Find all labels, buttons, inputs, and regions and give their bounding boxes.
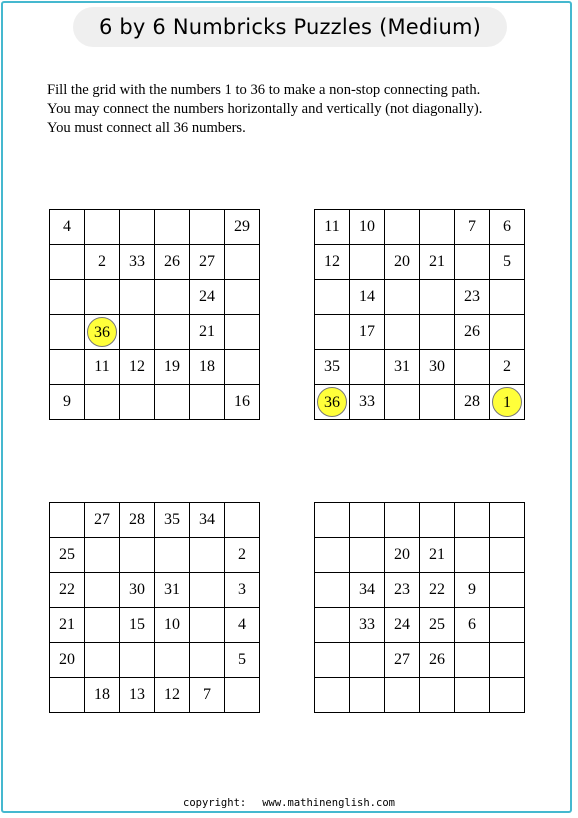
grid-cell[interactable] [420, 210, 455, 245]
grid-cell[interactable] [155, 678, 190, 713]
grid-cell[interactable] [50, 385, 85, 420]
cell-value: 34 [359, 581, 375, 598]
grid-cell[interactable] [120, 245, 155, 280]
grid-cell[interactable] [420, 350, 455, 385]
grid-row [315, 573, 525, 608]
cell-value: 4 [63, 218, 71, 235]
grid-cell[interactable] [120, 280, 155, 315]
grid-cell[interactable] [350, 678, 385, 713]
grid-cell[interactable] [385, 678, 420, 713]
grid-cell[interactable] [155, 385, 190, 420]
grid-cell[interactable] [385, 573, 420, 608]
cell-value: 7 [203, 686, 211, 703]
grid-cell[interactable] [155, 350, 190, 385]
grid-cell[interactable] [225, 280, 260, 315]
cell-value: 25 [59, 546, 75, 563]
grid-row [50, 503, 260, 538]
grid-cell[interactable] [350, 643, 385, 678]
grid-cell[interactable] [455, 245, 490, 280]
cell-value: 12 [164, 686, 180, 703]
grid-cell[interactable] [350, 350, 385, 385]
grid-cell[interactable] [490, 678, 525, 713]
cell-value: 10 [359, 218, 375, 235]
grid-cell[interactable] [190, 280, 225, 315]
cell-value: 2 [238, 546, 246, 563]
grid-cell[interactable] [85, 385, 120, 420]
grid-cell[interactable] [490, 350, 525, 385]
title-text: 6 by 6 Numbricks Puzzles (Medium) [98, 15, 482, 39]
cell-value: 23 [394, 581, 410, 598]
grid-row [50, 245, 260, 280]
cell-value: 13 [129, 686, 145, 703]
grid-cell[interactable] [420, 643, 455, 678]
cell-value: 12 [129, 358, 145, 375]
grid-cell[interactable] [490, 608, 525, 643]
grid-cell[interactable] [315, 608, 350, 643]
cell-value: 33 [359, 393, 375, 410]
cell-value: 27 [94, 511, 110, 528]
grid-cell[interactable] [420, 280, 455, 315]
grid-cell[interactable] [350, 210, 385, 245]
grid-row [315, 245, 525, 280]
grid-row [50, 573, 260, 608]
cell-value: 7 [468, 218, 476, 235]
cell-value: 21 [199, 323, 215, 340]
grid-cell[interactable] [190, 573, 225, 608]
grid-cell[interactable] [85, 678, 120, 713]
grid-cell[interactable] [120, 608, 155, 643]
grid-cell[interactable] [155, 280, 190, 315]
cell-value: 20 [394, 253, 410, 270]
cell-value: 33 [359, 616, 375, 633]
cell-value: 28 [464, 393, 480, 410]
cell-value: 5 [503, 253, 511, 270]
grid-row [315, 350, 525, 385]
grid-cell[interactable] [315, 210, 350, 245]
grid-cell[interactable] [350, 608, 385, 643]
cell-value: 24 [199, 288, 215, 305]
grid-row [50, 643, 260, 678]
grid-cell[interactable] [120, 210, 155, 245]
grid-cell[interactable] [155, 573, 190, 608]
grid-cell[interactable] [420, 315, 455, 350]
grid-cell[interactable] [155, 210, 190, 245]
grid-row [315, 315, 525, 350]
instruction-line-2: You may connect the numbers horizontally and vertically (not diagonally). [47, 101, 483, 117]
grid-cell[interactable] [385, 608, 420, 643]
grid-cell[interactable] [225, 573, 260, 608]
cell-value: 30 [429, 358, 445, 375]
grid-cell[interactable] [120, 573, 155, 608]
grid-row [50, 538, 260, 573]
grid-cell[interactable] [490, 280, 525, 315]
grid-cell[interactable] [85, 245, 120, 280]
grid-cell[interactable] [315, 538, 350, 573]
cell-value: 27 [199, 253, 215, 270]
grid-cell[interactable] [455, 503, 490, 538]
grid-row [50, 280, 260, 315]
grid-cell[interactable] [50, 678, 85, 713]
grid-cell[interactable] [190, 210, 225, 245]
grid-cell[interactable] [420, 608, 455, 643]
grid-cell[interactable] [455, 385, 490, 420]
grid-cell[interactable] [315, 678, 350, 713]
grid-row [315, 643, 525, 678]
grid-cell[interactable] [455, 210, 490, 245]
grid-cell[interactable] [50, 350, 85, 385]
grid-cell[interactable] [420, 503, 455, 538]
cell-value: 29 [234, 218, 250, 235]
grid-cell[interactable] [490, 210, 525, 245]
cell-value: 31 [164, 581, 180, 598]
grid-cell[interactable] [455, 350, 490, 385]
grid-cell[interactable] [120, 678, 155, 713]
grid-cell[interactable] [225, 608, 260, 643]
grid-cell-highlighted[interactable] [490, 385, 525, 420]
grid-cell[interactable] [385, 538, 420, 573]
cell-value: 5 [238, 651, 246, 668]
grid-cell[interactable] [420, 678, 455, 713]
grid-cell[interactable] [350, 315, 385, 350]
grid-cell[interactable] [490, 503, 525, 538]
grid-cell[interactable] [385, 385, 420, 420]
cell-value: 9 [63, 393, 71, 410]
grid-cell[interactable] [85, 210, 120, 245]
cell-value: 25 [429, 616, 445, 633]
grid-cell[interactable] [350, 503, 385, 538]
grid-cell[interactable] [490, 245, 525, 280]
grid-cell[interactable] [385, 643, 420, 678]
cell-value: 35 [324, 358, 340, 375]
grid-cell[interactable] [455, 608, 490, 643]
grid-cell[interactable] [85, 538, 120, 573]
grid-cell[interactable] [190, 503, 225, 538]
puzzle-grid-1 [49, 209, 260, 420]
grid-cell[interactable] [190, 385, 225, 420]
grid-row [50, 210, 260, 245]
cell-value: 20 [59, 651, 75, 668]
cell-value: 18 [199, 358, 215, 375]
cell-value: 21 [429, 253, 445, 270]
instruction-line-3: You must connect all 36 numbers. [47, 120, 246, 136]
cell-value: 21 [429, 546, 445, 563]
grid-row [315, 678, 525, 713]
grid-row [315, 608, 525, 643]
grid-cell[interactable] [315, 245, 350, 280]
cell-value: 14 [359, 288, 375, 305]
grid-row [315, 210, 525, 245]
grid-cell[interactable] [225, 538, 260, 573]
grid-cell[interactable] [455, 643, 490, 678]
grid-row [315, 385, 525, 420]
grid-cell[interactable] [85, 573, 120, 608]
grid-cell[interactable] [490, 643, 525, 678]
page-title [73, 7, 507, 47]
cell-value: 20 [394, 546, 410, 563]
grid-cell[interactable] [155, 503, 190, 538]
grid-cell[interactable] [50, 210, 85, 245]
grid-cell[interactable] [50, 315, 85, 350]
grid-cell[interactable] [190, 678, 225, 713]
grid-cell[interactable] [120, 385, 155, 420]
cell-value: 6 [503, 218, 511, 235]
grid-cell[interactable] [50, 280, 85, 315]
grid-cell[interactable] [385, 280, 420, 315]
grid-cell[interactable] [85, 503, 120, 538]
grid-cell[interactable] [85, 350, 120, 385]
copyright-site: www.mathinenglish.com [262, 797, 395, 809]
cell-value: 34 [199, 511, 215, 528]
grid-cell[interactable] [315, 280, 350, 315]
cell-value: 21 [59, 616, 75, 633]
grid-cell[interactable] [85, 280, 120, 315]
grid-cell[interactable] [420, 573, 455, 608]
cell-value: 31 [394, 358, 410, 375]
grid-row [315, 280, 525, 315]
grid-cell[interactable] [225, 210, 260, 245]
grid-cell[interactable] [225, 350, 260, 385]
grid-cell[interactable] [190, 608, 225, 643]
cell-value: 28 [129, 511, 145, 528]
grid-cell[interactable] [155, 643, 190, 678]
cell-value: 23 [464, 288, 480, 305]
grid-cell[interactable] [190, 245, 225, 280]
cell-value: 24 [394, 616, 410, 633]
grid-cell[interactable] [490, 538, 525, 573]
grid-cell[interactable] [190, 538, 225, 573]
grid-cell[interactable] [350, 573, 385, 608]
grid-cell[interactable] [315, 503, 350, 538]
cell-value: 18 [94, 686, 110, 703]
grid-cell[interactable] [420, 538, 455, 573]
cell-value: 3 [238, 581, 246, 598]
grid-cell[interactable] [85, 608, 120, 643]
grid-cell[interactable] [155, 245, 190, 280]
cell-value: 2 [503, 358, 511, 375]
cell-value: 17 [359, 323, 375, 340]
grid-row [50, 608, 260, 643]
grid-cell[interactable] [225, 245, 260, 280]
grid-row [315, 503, 525, 538]
cell-value: 35 [164, 511, 180, 528]
cell-value: 36 [87, 317, 117, 347]
grid-cell[interactable] [315, 643, 350, 678]
grid-cell[interactable] [350, 245, 385, 280]
cell-value: 12 [324, 253, 340, 270]
cell-value: 10 [164, 616, 180, 633]
grid-cell[interactable] [155, 538, 190, 573]
puzzle-grid-3 [49, 502, 260, 713]
grid-cell[interactable] [50, 538, 85, 573]
cell-value: 19 [164, 358, 180, 375]
grid-row [50, 315, 260, 350]
grid-cell[interactable] [190, 350, 225, 385]
cell-value: 9 [468, 581, 476, 598]
grid-cell[interactable] [455, 538, 490, 573]
grid-cell[interactable] [385, 350, 420, 385]
cell-value: 1 [492, 387, 522, 417]
grid-cell[interactable] [385, 315, 420, 350]
grid-cell[interactable] [315, 315, 350, 350]
grid-cell[interactable] [50, 503, 85, 538]
cell-value: 33 [129, 253, 145, 270]
grid-row [50, 385, 260, 420]
grid-cell[interactable] [315, 350, 350, 385]
grid-cell[interactable] [420, 385, 455, 420]
cell-value: 11 [324, 218, 340, 235]
grid-cell[interactable] [225, 385, 260, 420]
instructions [47, 81, 547, 138]
grid-cell[interactable] [120, 643, 155, 678]
grid-cell-highlighted[interactable] [85, 315, 120, 350]
grid-cell[interactable] [385, 503, 420, 538]
grid-cell[interactable] [120, 315, 155, 350]
grid-cell[interactable] [350, 280, 385, 315]
grid-cell[interactable] [120, 350, 155, 385]
grid-cell[interactable] [155, 315, 190, 350]
grid-cell[interactable] [225, 643, 260, 678]
instruction-line-1: Fill the grid with the numbers 1 to 36 to make a non-stop connecting path. [47, 82, 481, 98]
grid-cell[interactable] [120, 538, 155, 573]
grid-cell[interactable] [490, 573, 525, 608]
cell-value: 27 [394, 651, 410, 668]
grid-cell[interactable] [385, 210, 420, 245]
grid-cell[interactable] [455, 315, 490, 350]
cell-value: 36 [317, 387, 347, 417]
grid-cell[interactable] [155, 608, 190, 643]
grid-cell[interactable] [190, 643, 225, 678]
cell-value: 26 [429, 651, 445, 668]
cell-value: 6 [468, 616, 476, 633]
cell-value: 11 [94, 358, 110, 375]
puzzle-grid-4 [314, 502, 525, 713]
grid-cell[interactable] [385, 245, 420, 280]
grid-row [315, 538, 525, 573]
grid-cell[interactable] [225, 315, 260, 350]
grid-cell[interactable] [85, 643, 120, 678]
grid-cell[interactable] [455, 280, 490, 315]
cell-value: 26 [164, 253, 180, 270]
grid-row [50, 350, 260, 385]
cell-value: 22 [59, 581, 75, 598]
grid-cell[interactable] [120, 503, 155, 538]
grid-row [50, 678, 260, 713]
grid-cell[interactable] [455, 573, 490, 608]
cell-value: 15 [129, 616, 145, 633]
grid-cell[interactable] [50, 643, 85, 678]
grid-cell[interactable] [315, 573, 350, 608]
cell-value: 22 [429, 581, 445, 598]
grid-cell[interactable] [420, 245, 455, 280]
cell-value: 16 [234, 393, 250, 410]
grid-cell[interactable] [455, 678, 490, 713]
grid-cell[interactable] [50, 573, 85, 608]
puzzle-grid-2 [314, 209, 525, 420]
cell-value: 26 [464, 323, 480, 340]
footer [0, 797, 578, 809]
grid-cell[interactable] [350, 385, 385, 420]
copyright-label: copyright: [183, 797, 247, 809]
grid-cell[interactable] [350, 538, 385, 573]
grid-cell[interactable] [190, 315, 225, 350]
grid-cell[interactable] [225, 678, 260, 713]
grid-cell-highlighted[interactable] [315, 385, 350, 420]
grid-cell[interactable] [50, 245, 85, 280]
cell-value: 4 [238, 616, 246, 633]
grid-cell[interactable] [50, 608, 85, 643]
grid-cell[interactable] [490, 315, 525, 350]
cell-value: 2 [98, 253, 106, 270]
grid-cell[interactable] [225, 503, 260, 538]
cell-value: 30 [129, 581, 145, 598]
